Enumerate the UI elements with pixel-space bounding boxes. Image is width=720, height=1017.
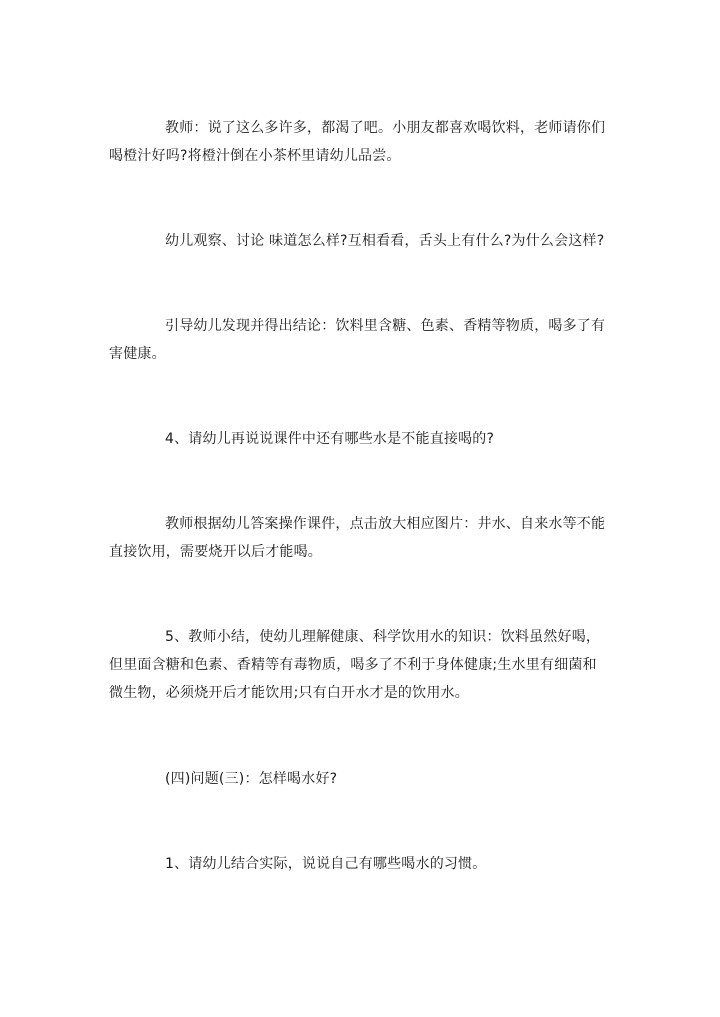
paragraph-line: 教师：说了这么多许多，都渴了吧。小朋友都喜欢喝饮料，老师请你们 xyxy=(165,120,606,136)
paragraph-step-1-habits xyxy=(137,850,617,878)
paragraph-teacher-courseware xyxy=(109,510,617,566)
paragraph-line: 1、请幼儿结合实际，说说自己有哪些喝水的习惯。 xyxy=(165,856,487,872)
paragraph-line: 直接饮用，需要烧开以后才能喝。 xyxy=(109,544,322,560)
paragraph-line: 教师根据幼儿答案操作课件，点击放大相应图片：井水、自来水等不能 xyxy=(165,516,606,532)
paragraph-line: (四)问题(三)：怎样喝水好? xyxy=(165,771,338,787)
paragraph-line: 但里面含糖和色素、香精等有毒物质，喝多了不利于身体健康;生水里有细菌和 xyxy=(109,657,597,673)
paragraph-line: 喝橙汁好吗?将橙汁倒在小茶杯里请幼儿品尝。 xyxy=(109,148,401,164)
paragraph-step-4 xyxy=(137,425,617,453)
paragraph-teacher-juice xyxy=(109,114,617,170)
paragraph-children-observe xyxy=(137,227,617,255)
paragraph-line: 幼儿观察、讨论 味道怎么样?互相看看，舌头上有什么?为什么会这样? xyxy=(165,233,605,249)
paragraph-line: 引导幼儿发现并得出结论：饮料里含糖、色素、香精等物质，喝多了有 xyxy=(165,318,606,334)
paragraph-step-5-summary xyxy=(109,623,617,707)
paragraph-line: 害健康。 xyxy=(109,346,166,362)
paragraph-line: 微生物，必须烧开后才能饮用;只有白开水才是的饮用水。 xyxy=(109,685,469,701)
paragraph-line: 4、请幼儿再说说课件中还有哪些水是不能直接喝的? xyxy=(165,431,495,447)
paragraph-line: 5、教师小结，使幼儿理解健康、科学饮用水的知识：饮料虽然好喝， xyxy=(165,629,601,645)
section-heading-question-3 xyxy=(137,765,617,793)
paragraph-conclusion xyxy=(109,312,617,368)
